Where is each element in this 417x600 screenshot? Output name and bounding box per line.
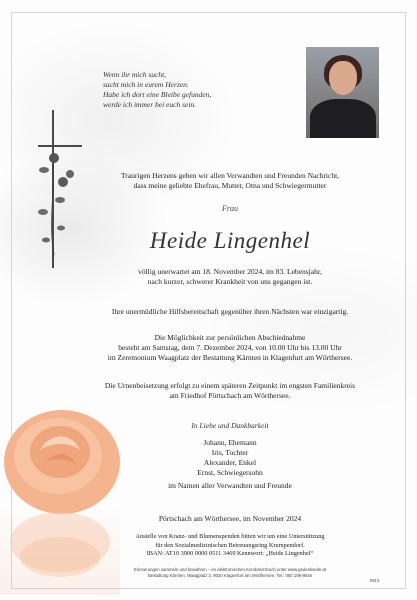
- poem-line: Wenn ihr mich sucht,: [103, 70, 167, 79]
- water-reflection: [0, 505, 120, 595]
- mourner: Ernst, Schwiegersohn: [197, 468, 263, 477]
- funeral-home-logo: BBS: [370, 578, 380, 583]
- deceased-name: Heide Lingenhel: [149, 228, 311, 253]
- salutation: Frau: [222, 204, 238, 213]
- death-notice: völlig unerwartet am 18. November 2024, im 83. Lebensjahr, nach kurzer, schwerer Krankheit von uns gegangen ist.: [138, 267, 322, 286]
- poem-line: sucht mich in eurem Herzen.: [103, 80, 189, 89]
- cross-bar: [38, 145, 82, 147]
- mourner: Alexander, Enkel: [203, 458, 257, 467]
- poem: [103, 70, 273, 110]
- place-date: Pörtschach am Wörthersee, im November 2024: [158, 514, 302, 523]
- urn-burial-info: Die Urnenbeisetzung erfolgt zu einem späteren Zeitpunkt im engsten Familienkreis am Friedhof Pörtschach am Wörthersee.: [104, 381, 356, 400]
- poem-line: werde ich immer bei euch sein.: [103, 100, 197, 109]
- intro-text: Traurigen Herzens geben wir allen Verwandten und Freunden Nachricht, dass meine geliebte Ehefrau, Mutter, Oma und Schwiegermutter: [120, 171, 340, 190]
- poem-line: Habe ich dort eine Bleibe gefunden,: [103, 90, 212, 99]
- farewell-info: Die Möglichkeit zur persönlichen Abschiednahme besteht am Samstag, dem 7. Dezember 2024, von 10.00 Uhr bis 13.00 Uhr im Zeremonium Waagplatz der Bestattung Kärnten in Klagenfurt am Wörthersee.: [107, 333, 353, 362]
- love-heading: In Liebe und Dankbarkeit: [191, 421, 269, 430]
- donation-request: Anstelle von Kranz- und Blumenspenden bitten wir um eine Unterstützung für den Sozialmedizinischen Betreuungsring Krumpendorf. IBAN: AT10 3900 0000 0511 3469 Kennwort: „Heide Lingenhel“: [135, 533, 325, 557]
- portrait-photo: [306, 47, 379, 138]
- rose-branch-icon: [34, 150, 84, 260]
- tribute-text: Ihre unermüdliche Hilfsbereitschaft gegenüber ihren Nächsten war einzigartig.: [111, 307, 349, 316]
- footer-fine-print: Erinnerungen sammeln und bewahren – im elektronischen Kondolenzbuch unter www.gedenkseite.at Bestattung Kärnten, Waagplatz 2, 9020 Klagenfurt am Wörthersee, Tel.: 050 198-9646: [133, 567, 327, 578]
- mourner: Iris, Tochter: [211, 448, 249, 457]
- relatives-line: im Namen aller Verwandten und Freunde: [168, 481, 292, 490]
- mourner: Johann, Ehemann: [203, 438, 257, 447]
